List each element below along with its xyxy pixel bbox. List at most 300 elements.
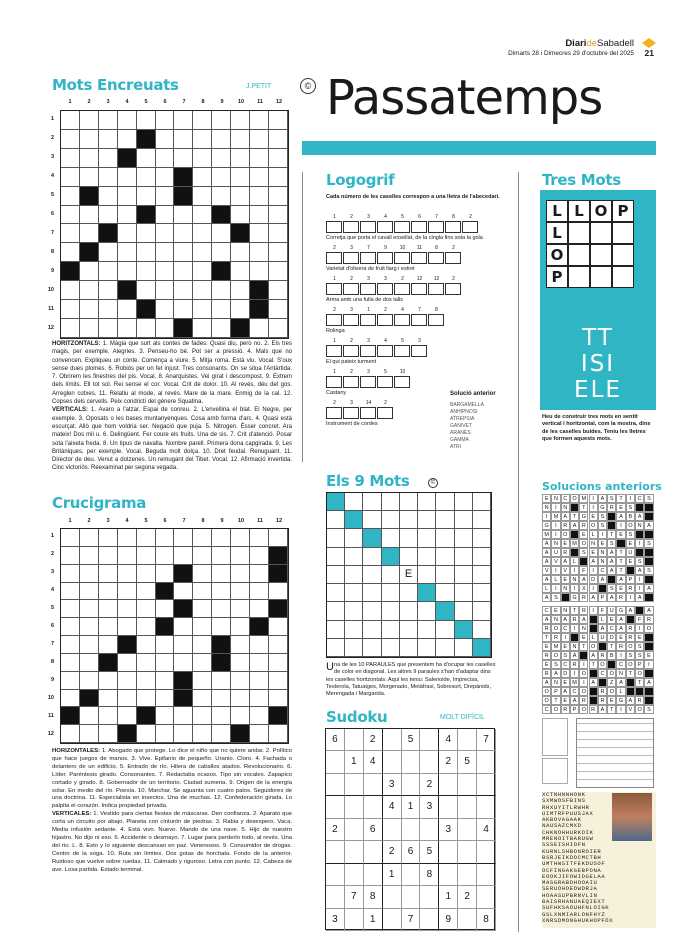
grid-cell[interactable]: [61, 243, 80, 262]
sudoku-cell[interactable]: [326, 796, 345, 818]
grid-cell[interactable]: [80, 565, 99, 583]
nou-diagonal-cell[interactable]: [327, 493, 345, 511]
grid-cell[interactable]: [269, 618, 288, 636]
grid-cell[interactable]: [61, 618, 80, 636]
nou-cell[interactable]: [455, 529, 473, 547]
sudoku-cell[interactable]: [345, 841, 364, 863]
grid-cell[interactable]: [269, 130, 288, 149]
nou-cell[interactable]: [418, 639, 436, 657]
sudoku-cell[interactable]: [439, 796, 458, 818]
grid-cell[interactable]: [269, 600, 288, 618]
sudoku-cell[interactable]: [402, 864, 421, 886]
grid-cell[interactable]: [212, 168, 231, 187]
grid-cell[interactable]: [269, 206, 288, 225]
nou-cell[interactable]: [418, 529, 436, 547]
nou-cell[interactable]: [345, 602, 363, 620]
logogrif-box[interactable]: [343, 376, 359, 388]
grid-cell[interactable]: [118, 281, 137, 300]
grid-cell[interactable]: [193, 281, 212, 300]
sudoku-cell[interactable]: 6: [402, 841, 421, 863]
grid-cell[interactable]: [193, 690, 212, 708]
grid-cell[interactable]: [231, 262, 250, 281]
grid-cell[interactable]: [193, 529, 212, 547]
logogrif-box[interactable]: [343, 407, 359, 419]
sudoku-cell[interactable]: [477, 796, 496, 818]
tresmots-cell[interactable]: [612, 244, 634, 266]
grid-cell[interactable]: [250, 111, 269, 130]
grid-cell[interactable]: [99, 243, 118, 262]
grid-cell[interactable]: [212, 111, 231, 130]
grid-cell[interactable]: [118, 672, 137, 690]
grid-cell[interactable]: [80, 583, 99, 601]
sudoku-cell[interactable]: [439, 864, 458, 886]
grid-cell[interactable]: [193, 111, 212, 130]
logogrif-box[interactable]: [360, 221, 376, 233]
tresmots-cell[interactable]: P: [612, 200, 634, 222]
grid-cell[interactable]: [99, 262, 118, 281]
nou-diagonal-cell[interactable]: [473, 639, 491, 657]
grid-cell[interactable]: [156, 565, 175, 583]
grid-cell[interactable]: [193, 565, 212, 583]
grid-cell[interactable]: [156, 224, 175, 243]
sudoku-cell[interactable]: 5: [458, 751, 477, 773]
grid-cell[interactable]: [61, 300, 80, 319]
logogrif-box[interactable]: [377, 252, 393, 264]
grid-cell[interactable]: [80, 187, 99, 206]
grid-cell[interactable]: [61, 281, 80, 300]
grid-cell[interactable]: [212, 243, 231, 262]
grid-cell[interactable]: [231, 707, 250, 725]
logogrif-box[interactable]: [360, 345, 376, 357]
sudoku-cell[interactable]: 1: [364, 909, 383, 931]
nou-cell[interactable]: [345, 639, 363, 657]
grid-cell[interactable]: [156, 654, 175, 672]
nou-diagonal-cell[interactable]: E: [400, 566, 418, 584]
grid-cell[interactable]: [80, 547, 99, 565]
nou-cell[interactable]: [400, 548, 418, 566]
logogrif-box[interactable]: [360, 407, 376, 419]
grid-cell[interactable]: [212, 565, 231, 583]
sudoku-cell[interactable]: 8: [477, 909, 496, 931]
sudoku-cell[interactable]: [364, 841, 383, 863]
grid-cell[interactable]: [80, 149, 99, 168]
nou-cell[interactable]: [418, 602, 436, 620]
grid-cell[interactable]: [231, 547, 250, 565]
grid-cell[interactable]: [174, 319, 193, 338]
grid-cell[interactable]: [118, 262, 137, 281]
sudoku-cell[interactable]: 2: [439, 751, 458, 773]
tresmots-grid[interactable]: [546, 200, 636, 312]
tresmots-cell[interactable]: O: [546, 244, 568, 266]
sudoku-cell[interactable]: 2: [326, 819, 345, 841]
nou-cell[interactable]: [363, 493, 381, 511]
grid-cell[interactable]: [61, 168, 80, 187]
grid-cell[interactable]: [269, 243, 288, 262]
sudoku-cell[interactable]: [383, 886, 402, 908]
grid-cell[interactable]: [250, 243, 269, 262]
logogrif-box[interactable]: [377, 314, 393, 326]
nou-cell[interactable]: [473, 602, 491, 620]
grid-cell[interactable]: [269, 707, 288, 725]
grid-cell[interactable]: [118, 224, 137, 243]
grid-cell[interactable]: [99, 224, 118, 243]
mots-grid[interactable]: [60, 110, 289, 339]
logogrif-box[interactable]: [377, 407, 393, 419]
logogrif-box[interactable]: [343, 283, 359, 295]
grid-cell[interactable]: [231, 187, 250, 206]
logogrif-box[interactable]: [411, 345, 427, 357]
sudoku-grid[interactable]: [325, 728, 495, 930]
logogrif-box[interactable]: [326, 283, 342, 295]
grid-cell[interactable]: [250, 319, 269, 338]
grid-cell[interactable]: [61, 262, 80, 281]
sudoku-cell[interactable]: [402, 774, 421, 796]
grid-cell[interactable]: [231, 600, 250, 618]
grid-cell[interactable]: [118, 319, 137, 338]
sudoku-cell[interactable]: [458, 909, 477, 931]
logogrif-box[interactable]: [394, 221, 410, 233]
grid-cell[interactable]: [250, 672, 269, 690]
grid-cell[interactable]: [137, 547, 156, 565]
grid-cell[interactable]: [193, 243, 212, 262]
cruci-grid[interactable]: [60, 528, 289, 744]
logogrif-box[interactable]: [428, 314, 444, 326]
nou-cell[interactable]: [400, 639, 418, 657]
grid-cell[interactable]: [231, 111, 250, 130]
grid-cell[interactable]: [61, 636, 80, 654]
grid-cell[interactable]: [118, 168, 137, 187]
grid-cell[interactable]: [174, 300, 193, 319]
logogrif-box[interactable]: [411, 283, 427, 295]
grid-cell[interactable]: [80, 618, 99, 636]
tresmots-cell[interactable]: [568, 222, 590, 244]
sudoku-cell[interactable]: 2: [364, 729, 383, 751]
logogrif-box[interactable]: [343, 221, 359, 233]
sudoku-cell[interactable]: 4: [383, 796, 402, 818]
nou-cell[interactable]: [327, 566, 345, 584]
nou-grid[interactable]: [326, 492, 492, 658]
nou-cell[interactable]: [473, 548, 491, 566]
tresmots-cell[interactable]: [612, 222, 634, 244]
grid-cell[interactable]: [231, 281, 250, 300]
sudoku-cell[interactable]: [345, 796, 364, 818]
grid-cell[interactable]: [193, 725, 212, 743]
grid-cell[interactable]: [156, 672, 175, 690]
grid-cell[interactable]: [99, 149, 118, 168]
grid-cell[interactable]: [99, 130, 118, 149]
grid-cell[interactable]: [269, 565, 288, 583]
grid-cell[interactable]: [118, 130, 137, 149]
grid-cell[interactable]: [156, 707, 175, 725]
grid-cell[interactable]: [99, 725, 118, 743]
grid-cell[interactable]: [231, 654, 250, 672]
grid-cell[interactable]: [250, 130, 269, 149]
grid-cell[interactable]: [212, 149, 231, 168]
grid-cell[interactable]: [99, 300, 118, 319]
sudoku-cell[interactable]: [458, 841, 477, 863]
grid-cell[interactable]: [137, 565, 156, 583]
nou-diagonal-cell[interactable]: [455, 621, 473, 639]
sudoku-cell[interactable]: [477, 841, 496, 863]
logogrif-box[interactable]: [326, 345, 342, 357]
grid-cell[interactable]: [269, 319, 288, 338]
sudoku-cell[interactable]: 4: [364, 751, 383, 773]
grid-cell[interactable]: [80, 636, 99, 654]
grid-cell[interactable]: [99, 187, 118, 206]
nou-cell[interactable]: [436, 584, 454, 602]
nou-cell[interactable]: [345, 493, 363, 511]
grid-cell[interactable]: [193, 149, 212, 168]
sudoku-cell[interactable]: 3: [383, 774, 402, 796]
grid-cell[interactable]: [137, 300, 156, 319]
sudoku-cell[interactable]: 6: [326, 729, 345, 751]
tresmots-cell[interactable]: [568, 244, 590, 266]
grid-cell[interactable]: [99, 654, 118, 672]
grid-cell[interactable]: [80, 168, 99, 187]
grid-cell[interactable]: [137, 111, 156, 130]
sudoku-cell[interactable]: 3: [420, 796, 439, 818]
nou-cell[interactable]: [345, 548, 363, 566]
grid-cell[interactable]: [118, 547, 137, 565]
logogrif-box[interactable]: [343, 314, 359, 326]
grid-cell[interactable]: [118, 583, 137, 601]
nou-cell[interactable]: [418, 548, 436, 566]
grid-cell[interactable]: [118, 618, 137, 636]
grid-cell[interactable]: [212, 583, 231, 601]
grid-cell[interactable]: [156, 600, 175, 618]
sudoku-cell[interactable]: [458, 729, 477, 751]
grid-cell[interactable]: [137, 725, 156, 743]
nou-cell[interactable]: [327, 548, 345, 566]
grid-cell[interactable]: [193, 654, 212, 672]
grid-cell[interactable]: [156, 281, 175, 300]
grid-cell[interactable]: [231, 636, 250, 654]
grid-cell[interactable]: [80, 529, 99, 547]
logogrif-box[interactable]: [445, 221, 461, 233]
grid-cell[interactable]: [137, 281, 156, 300]
grid-cell[interactable]: [137, 243, 156, 262]
sudoku-cell[interactable]: 1: [383, 864, 402, 886]
sudoku-cell[interactable]: [326, 751, 345, 773]
grid-cell[interactable]: [61, 206, 80, 225]
sudoku-cell[interactable]: [420, 729, 439, 751]
grid-cell[interactable]: [156, 690, 175, 708]
grid-cell[interactable]: [80, 281, 99, 300]
grid-cell[interactable]: [99, 547, 118, 565]
tresmots-cell[interactable]: O: [590, 200, 612, 222]
sudoku-cell[interactable]: [345, 819, 364, 841]
nou-cell[interactable]: [455, 566, 473, 584]
nou-cell[interactable]: [382, 602, 400, 620]
sudoku-cell[interactable]: [458, 864, 477, 886]
nou-cell[interactable]: [363, 621, 381, 639]
grid-cell[interactable]: [269, 149, 288, 168]
grid-cell[interactable]: [212, 618, 231, 636]
grid-cell[interactable]: [99, 206, 118, 225]
sudoku-cell[interactable]: [364, 796, 383, 818]
grid-cell[interactable]: [137, 168, 156, 187]
sudoku-cell[interactable]: [458, 819, 477, 841]
nou-cell[interactable]: [473, 584, 491, 602]
sudoku-cell[interactable]: [326, 886, 345, 908]
grid-cell[interactable]: [231, 618, 250, 636]
grid-cell[interactable]: [118, 300, 137, 319]
grid-cell[interactable]: [61, 130, 80, 149]
grid-cell[interactable]: [137, 707, 156, 725]
grid-cell[interactable]: [174, 111, 193, 130]
grid-cell[interactable]: [156, 583, 175, 601]
grid-cell[interactable]: [193, 130, 212, 149]
logogrif-box[interactable]: [326, 252, 342, 264]
grid-cell[interactable]: [118, 600, 137, 618]
grid-cell[interactable]: [212, 281, 231, 300]
grid-cell[interactable]: [174, 618, 193, 636]
sudoku-cell[interactable]: 8: [420, 864, 439, 886]
logogrif-box[interactable]: [445, 252, 461, 264]
nou-cell[interactable]: [418, 511, 436, 529]
grid-cell[interactable]: [174, 600, 193, 618]
grid-cell[interactable]: [269, 636, 288, 654]
sudoku-cell[interactable]: [326, 841, 345, 863]
grid-cell[interactable]: [231, 168, 250, 187]
grid-cell[interactable]: [212, 636, 231, 654]
nou-cell[interactable]: [382, 621, 400, 639]
grid-cell[interactable]: [61, 725, 80, 743]
grid-cell[interactable]: [193, 618, 212, 636]
logogrif-box[interactable]: [394, 314, 410, 326]
grid-cell[interactable]: [80, 111, 99, 130]
nou-cell[interactable]: [455, 511, 473, 529]
grid-cell[interactable]: [174, 707, 193, 725]
grid-cell[interactable]: [80, 600, 99, 618]
grid-cell[interactable]: [269, 725, 288, 743]
grid-cell[interactable]: [250, 618, 269, 636]
nou-cell[interactable]: [363, 548, 381, 566]
grid-cell[interactable]: [156, 636, 175, 654]
sudoku-cell[interactable]: [458, 796, 477, 818]
sudoku-cell[interactable]: [477, 774, 496, 796]
nou-cell[interactable]: [418, 493, 436, 511]
sudoku-cell[interactable]: 2: [458, 886, 477, 908]
logogrif-box[interactable]: [428, 283, 444, 295]
sudoku-cell[interactable]: 5: [402, 729, 421, 751]
grid-cell[interactable]: [212, 654, 231, 672]
grid-cell[interactable]: [231, 725, 250, 743]
grid-cell[interactable]: [193, 300, 212, 319]
sudoku-cell[interactable]: [345, 864, 364, 886]
grid-cell[interactable]: [174, 654, 193, 672]
grid-cell[interactable]: [269, 224, 288, 243]
logogrif-box[interactable]: [394, 345, 410, 357]
grid-cell[interactable]: [61, 654, 80, 672]
grid-cell[interactable]: [212, 319, 231, 338]
logogrif-box[interactable]: [360, 314, 376, 326]
grid-cell[interactable]: [137, 618, 156, 636]
logogrif-box[interactable]: [445, 283, 461, 295]
logogrif-box[interactable]: [326, 407, 342, 419]
grid-cell[interactable]: [137, 206, 156, 225]
sudoku-cell[interactable]: [420, 909, 439, 931]
grid-cell[interactable]: [61, 690, 80, 708]
grid-cell[interactable]: [269, 672, 288, 690]
logogrif-box[interactable]: [377, 221, 393, 233]
grid-cell[interactable]: [250, 725, 269, 743]
sudoku-cell[interactable]: [420, 751, 439, 773]
tresmots-cell[interactable]: [612, 266, 634, 288]
grid-cell[interactable]: [99, 690, 118, 708]
grid-cell[interactable]: [156, 168, 175, 187]
grid-cell[interactable]: [80, 206, 99, 225]
logogrif-box[interactable]: [326, 221, 342, 233]
sudoku-cell[interactable]: [439, 774, 458, 796]
grid-cell[interactable]: [61, 600, 80, 618]
grid-cell[interactable]: [174, 206, 193, 225]
grid-cell[interactable]: [174, 187, 193, 206]
sudoku-cell[interactable]: 3: [326, 909, 345, 931]
nou-cell[interactable]: [455, 602, 473, 620]
logogrif-box[interactable]: [394, 376, 410, 388]
grid-cell[interactable]: [156, 319, 175, 338]
logogrif-box[interactable]: [343, 252, 359, 264]
nou-cell[interactable]: [400, 621, 418, 639]
grid-cell[interactable]: [193, 547, 212, 565]
sudoku-cell[interactable]: 8: [364, 886, 383, 908]
grid-cell[interactable]: [156, 529, 175, 547]
grid-cell[interactable]: [137, 583, 156, 601]
grid-cell[interactable]: [212, 690, 231, 708]
grid-cell[interactable]: [137, 262, 156, 281]
grid-cell[interactable]: [174, 565, 193, 583]
grid-cell[interactable]: [118, 565, 137, 583]
grid-cell[interactable]: [269, 262, 288, 281]
grid-cell[interactable]: [250, 149, 269, 168]
grid-cell[interactable]: [193, 224, 212, 243]
grid-cell[interactable]: [118, 529, 137, 547]
grid-cell[interactable]: [174, 529, 193, 547]
grid-cell[interactable]: [80, 690, 99, 708]
grid-cell[interactable]: [250, 707, 269, 725]
grid-cell[interactable]: [269, 690, 288, 708]
sudoku-cell[interactable]: [458, 774, 477, 796]
sudoku-cell[interactable]: [477, 864, 496, 886]
grid-cell[interactable]: [193, 707, 212, 725]
sudoku-cell[interactable]: [383, 729, 402, 751]
grid-cell[interactable]: [269, 300, 288, 319]
grid-cell[interactable]: [61, 224, 80, 243]
logogrif-box[interactable]: [377, 345, 393, 357]
tresmots-cell[interactable]: P: [546, 266, 568, 288]
grid-cell[interactable]: [231, 130, 250, 149]
grid-cell[interactable]: [193, 206, 212, 225]
logogrif-box[interactable]: [360, 252, 376, 264]
grid-cell[interactable]: [250, 281, 269, 300]
nou-cell[interactable]: [327, 602, 345, 620]
grid-cell[interactable]: [231, 319, 250, 338]
grid-cell[interactable]: [156, 618, 175, 636]
grid-cell[interactable]: [250, 187, 269, 206]
sudoku-cell[interactable]: [477, 751, 496, 773]
grid-cell[interactable]: [250, 547, 269, 565]
grid-cell[interactable]: [118, 690, 137, 708]
nou-cell[interactable]: [345, 529, 363, 547]
grid-cell[interactable]: [212, 187, 231, 206]
grid-cell[interactable]: [193, 636, 212, 654]
grid-cell[interactable]: [137, 224, 156, 243]
grid-cell[interactable]: [212, 300, 231, 319]
nou-cell[interactable]: [436, 529, 454, 547]
nou-cell[interactable]: [327, 511, 345, 529]
grid-cell[interactable]: [231, 672, 250, 690]
